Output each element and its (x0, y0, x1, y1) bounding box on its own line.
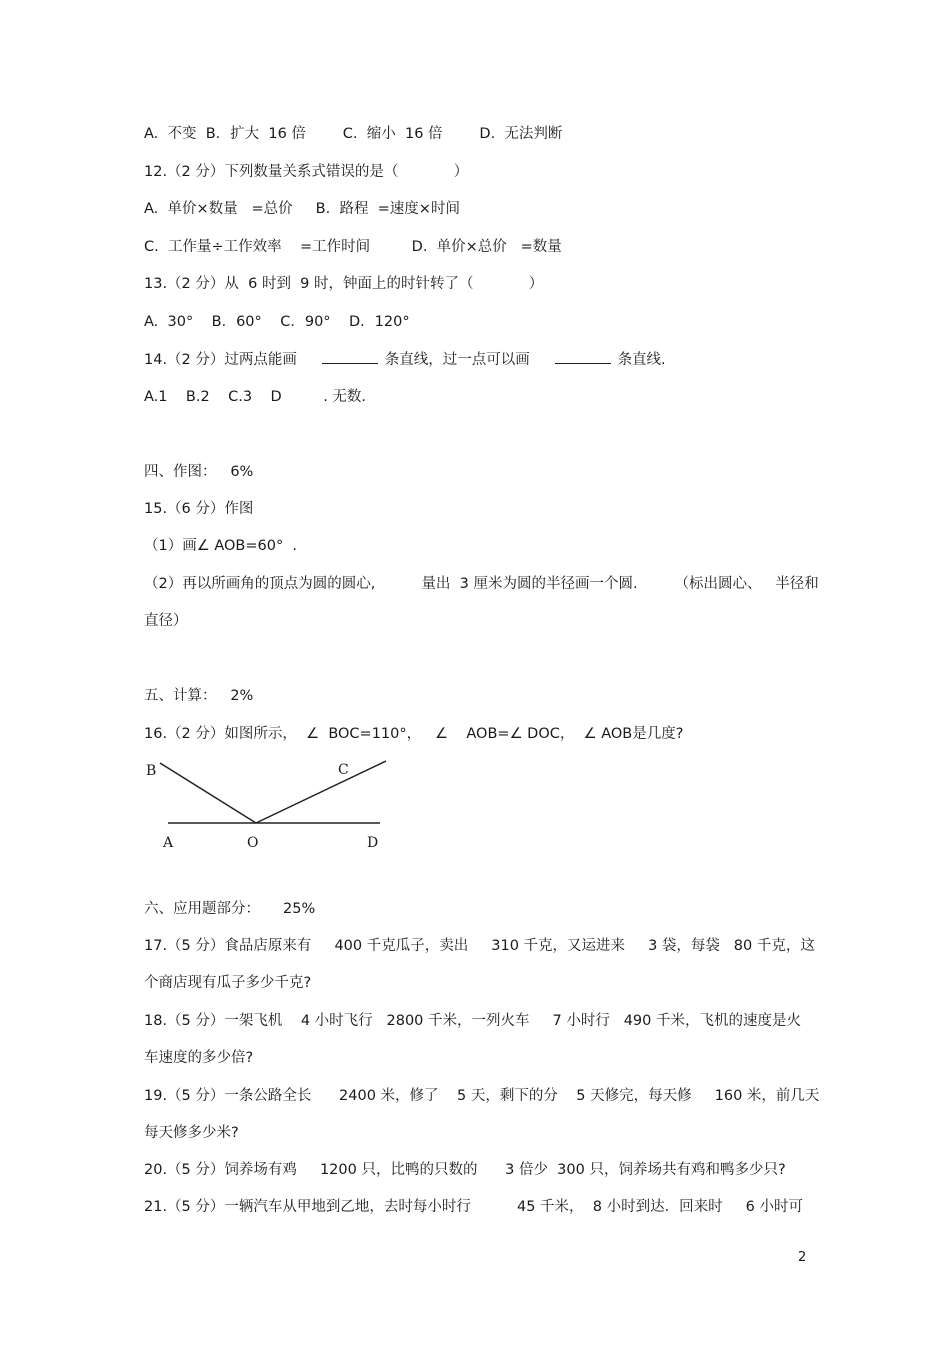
label-c: C (338, 762, 349, 778)
label-b: B (146, 763, 157, 779)
label-o: O (247, 835, 259, 851)
q19-line-1: 19.（5 分）一条公路全长 2400 米，修了 5 天，剩下的分 5 天修完，每天修 160 米，前几天 (144, 1088, 820, 1104)
q18-line-1: 18.（5 分）一架飞机 4 小时飞行 2800 千米，一列火车 7 小时行 490 千米，飞机的速度是火 (144, 1013, 801, 1029)
q16-stem: 16.（2 分）如图所示， ∠ BOC=110°， ∠ AOB=∠ DOC， ∠ AOB是几度? (144, 726, 684, 742)
ray-ob (160, 763, 256, 823)
q15-part-2: （2）再以所画角的顶点为圆的圆心, 量出 3 厘米为圆的半径画一个圆. （标出圆心、 半径和 (144, 576, 819, 592)
q15-part-2-continued: 直径） (144, 613, 188, 629)
q15-stem: 15.（6 分）作图 (144, 501, 254, 517)
q14-blank-2 (555, 349, 611, 364)
section-4-heading: 四、作图： 6% (144, 464, 254, 480)
q12-stem: 12.（2 分）下列数量关系式错误的是（ ） (144, 164, 469, 180)
q19-line-2: 每天修多少米? (144, 1125, 239, 1141)
q14-stem-part-c: 条直线. (617, 352, 666, 368)
page-number: 2 (798, 1250, 807, 1265)
angle-diagram (140, 757, 400, 852)
q13-stem: 13.（2 分）从 6 时到 9 时，钟面上的时针转了（ ） (144, 276, 544, 292)
q12-options-cd: C. 工作量÷工作效率 =工作时间 D. 单价×总价 =数量 (144, 239, 562, 255)
q14-stem-part-a: 14.（2 分）过两点能画 (144, 352, 297, 368)
ray-oc (256, 761, 386, 823)
q11-options: A. 不变 B．扩大 16 倍 C. 缩小 16 倍 D. 无法判断 (144, 126, 563, 142)
q21: 21.（5 分）一辆汽车从甲地到乙地，去时每小时行 45 千米， 8 小时到达．回来时 6 小时可 (144, 1199, 803, 1215)
q15-part-1: （1）画∠ AOB=60° . (144, 538, 298, 554)
q20: 20.（5 分）饲养场有鸡 1200 只，比鸭的只数的 3 倍少 300 只，饲养场共有鸡和鸭多少只? (144, 1162, 786, 1178)
q13-options: A. 30° B．60° C．90° D．120° (144, 314, 410, 330)
q17-line-1: 17.（5 分）食品店原来有 400 千克瓜子，卖出 310 千克，又运进来 3 袋，每袋 80 千克，这 (144, 938, 815, 954)
q17-line-2: 个商店现有瓜子多少千克? (144, 975, 312, 991)
q18-line-2: 车速度的多少倍? (144, 1050, 254, 1066)
label-a: A (163, 835, 174, 851)
section-5-heading: 五、计算： 2% (144, 688, 254, 704)
q14-options: A.1 B.2 C.3 D . 无数. (144, 389, 367, 405)
q14-blank-1 (322, 349, 378, 364)
section-6-heading: 六、应用题部分： 25% (144, 901, 316, 917)
q12-options-ab: A. 单价×数量 =总价 B. 路程 =速度×时间 (144, 201, 460, 217)
q14-stem-part-b: 条直线，过一点可以画 (384, 352, 530, 368)
q14-stem (144, 349, 805, 370)
label-d: D (367, 835, 379, 851)
